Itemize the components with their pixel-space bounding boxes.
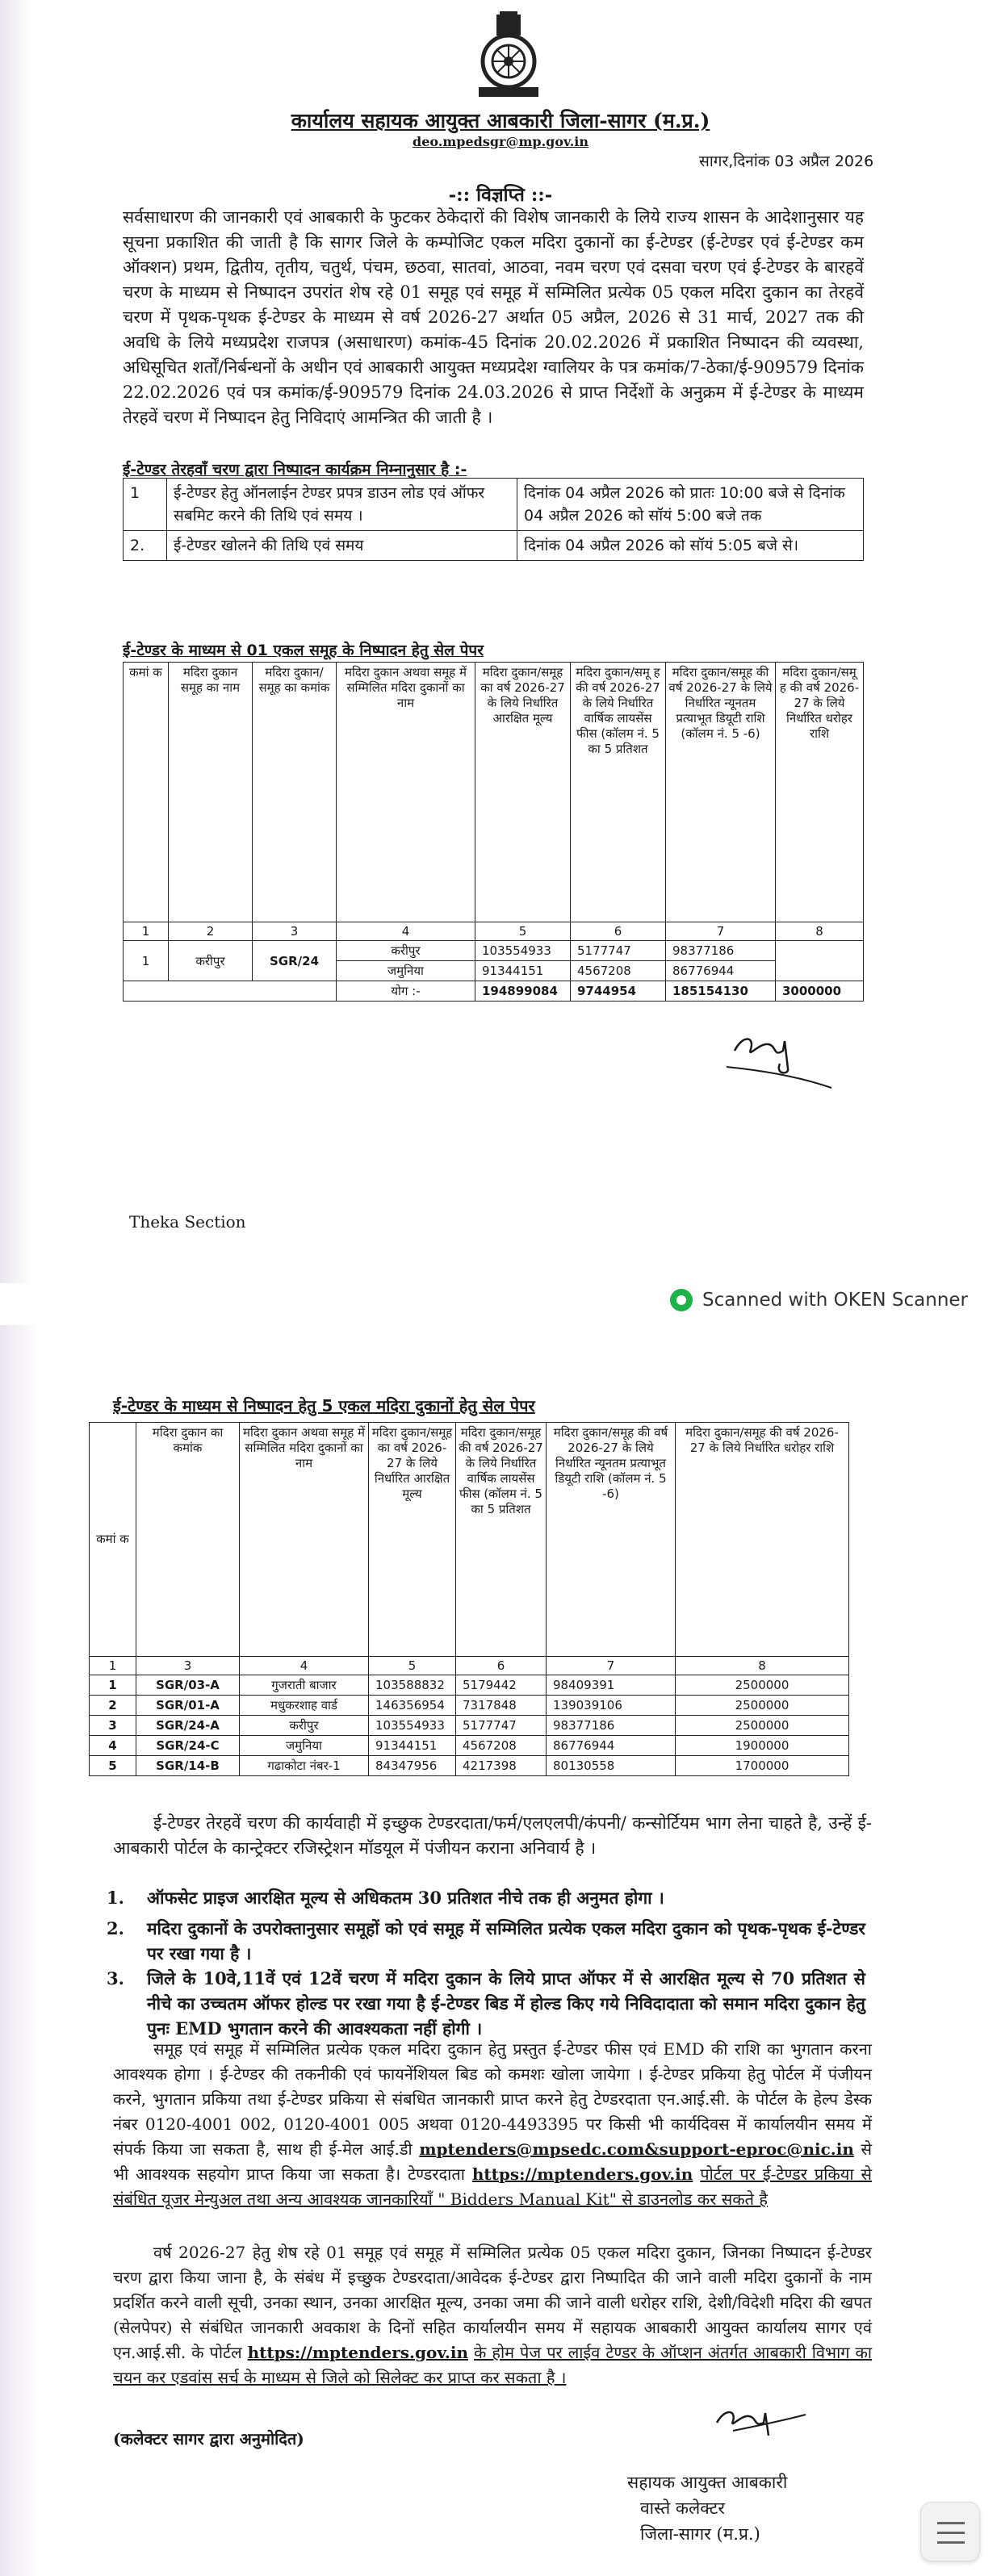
reserve-price: 91344151 bbox=[369, 1736, 456, 1756]
row-serial: 1 bbox=[90, 1675, 136, 1696]
reserve-price: 103588832 bbox=[369, 1675, 456, 1696]
mp-government-emblem-icon bbox=[472, 11, 545, 102]
condition-item bbox=[107, 1966, 872, 2041]
deposit-amount: 2500000 bbox=[676, 1675, 849, 1696]
payment-text: पोर्टल पर ई-टेण्डर प्रकिया से संबंधित यूजर मेन्युअल तथा अन्य आवश्यक जानकारियॉं " Bidders Manual Kit" से डाउनलोड कर सकते है bbox=[113, 2164, 873, 2209]
total-spacer bbox=[124, 981, 337, 1002]
scanner-logo-icon bbox=[670, 1289, 693, 1311]
condition-number: 2. bbox=[107, 1918, 124, 1938]
column-number: 4 bbox=[337, 922, 475, 941]
schedule-heading: ई-टेण्डर तेरहवॉं चरण द्वारा निष्पादन कार्यक्रम निम्नानुसार है :- bbox=[123, 461, 467, 479]
table-row bbox=[90, 1696, 849, 1716]
signatory-district: जिला-सागर (म.प्र.) bbox=[640, 2524, 760, 2544]
table-row bbox=[124, 479, 864, 531]
column-number: 3 bbox=[136, 1657, 240, 1675]
table-row bbox=[90, 1756, 849, 1776]
column-number: 5 bbox=[369, 1657, 456, 1675]
shop-code: SGR/14-B bbox=[136, 1756, 240, 1776]
license-fee: 5179442 bbox=[456, 1675, 547, 1696]
column-header: मदिरा दुकान/समू ह की वर्ष 2026-27 के लिये निर्धारित वार्षिक लायसेंस फीस (कॉलम नं. 5 का 5 प्रतिशत bbox=[571, 663, 666, 922]
deposit-cell-empty bbox=[776, 941, 864, 981]
condition-item bbox=[107, 1916, 872, 1966]
shop-name: गढाकोटा नंबर-1 bbox=[240, 1756, 369, 1776]
table-row bbox=[124, 531, 864, 561]
payment-text: समूह एवं समूह में सम्मिलित प्रत्येक एकल मदिरा दुकान हेतु प्रस्तुत ई-टेण्डर फीस एवं EMD की राशि का भुगतान करना आवश्यक होगा । ई-टेण्डर की तकनीकी एवं फायनेंशियल बिड को कमशः खोला जायेगा । ई-टेण्डर प्रकिया हेतु पोर्टल में पंजीयन करने, भुगतान प्रकिया तथा ई-टेण्डर प्रकिया से संबधित जानकारी प्राप्त करने हेतु टेण्डरदाता एन.आई.सी. के पोर्टल के हेल्प डेस्क नंबर 0120-4001 002, 0120-4001 005 अथवा 0120-4493395 पर किसी भी कार्यदिवस में कार्यालयीन समय में संपर्क किया जा सकता है, साथ ही ई-मेल आई.डी bbox=[113, 2039, 872, 2159]
signatory-on-behalf: वास्ते कलेक्टर bbox=[640, 2499, 725, 2518]
condition-text: जिले के 10वे,11वें एवं 12वें चरण में मदिरा दुकान के लिये प्राप्त ऑफर में से आरक्षित मूल्य से 70 प्रतिशत से नीचे का उच्चतम ऑफर होल्ड पर रखा गया है ई-टेण्डर बिड में होल्ड किए गये निविदादाता को समान मदिरा दुकान हेतु पुनः EMD भुगतान करने की आवश्यकता नहीं होगी । bbox=[147, 1968, 865, 2039]
license-fee: 4567208 bbox=[456, 1736, 547, 1756]
shop-name: करीपुर bbox=[337, 941, 475, 961]
schedule-row-value: दिनांक 04 अप्रैल 2026 को सॉयं 5:05 बजे से। bbox=[517, 531, 864, 561]
column-header: कमां क bbox=[90, 1423, 136, 1657]
signatory-designation: सहायक आयुक्त आबकारी bbox=[627, 2473, 788, 2492]
tender-portal-link[interactable]: https://mptenders.gov.in bbox=[247, 2343, 469, 2362]
reserve-price: 146356954 bbox=[369, 1696, 456, 1716]
total-deposit: 3000000 bbox=[776, 981, 864, 1002]
notice-paragraph: सर्वसाधारण की जानकारी एवं आबकारी के फुटकर ठेकेदारों की विशेष जानकारी के लिये राज्य शासन के आदेशानुसार यह सूचना प्रकाशित की जाती है कि सागर जिले के कम्पोजिट एकल मदिरा दुकानों का ई-टेण्डर (ई-टेण्डर एवं ई-टेण्डर कम ऑक्शन) प्रथम, द्वितीय, तृतीय, चतुर्थ, पंचम, छठवा, सातवां, आठवा, नवम चरण एवं दसवा चरण एवं ई-टेण्डर के बारहवें चरण के माध्यम से निष्पादन उपरांत शेष रहे 01 समूह एवं समूह में सम्मिलित प्रत्येक 05 एकल मदिरा दुकान का तेरहवें चरण में पृथक-पृथक ई-टेण्डर के माध्यम से वर्ष 2026-27 अर्थात 05 अप्रैल, 2026 से 31 मार्च, 2027 तक की अवधि के लिये मध्यप्रदेश राजपत्र (असाधारण) कमांक-45 दिनांक 20.02.2026 में प्रकाशित निष्पादन की व्यवस्था, अधिसूचित शर्तों/निर्बन्धनों के अधीन एवं आबकारी आयुक्त मध्यप्रदेश ग्वालियर के पत्र कमांक/7-ठेका/ई-909579 दिनांक 22.02.2026 एवं पत्र कमांक/ई-909579 दिनांक 24.03.2026 से प्राप्त निर्देशों के अनुक्रम में ई-टेण्डर के माध्यम तेरहवें चरण में निष्पादन हेतु निविदाएं आमन्त्रित की जाती है । bbox=[123, 207, 864, 427]
row-serial: 3 bbox=[90, 1716, 136, 1736]
column-number: 2 bbox=[169, 922, 253, 941]
condition-number: 1. bbox=[107, 1888, 124, 1908]
shop-code: SGR/03-A bbox=[136, 1675, 240, 1696]
single-sale-heading: ई-टेण्डर के माध्यम से निष्पादन हेतु 5 एकल मदिरा दुकानों हेतु सेल पेपर bbox=[113, 1396, 535, 1416]
row-serial: 4 bbox=[90, 1736, 136, 1756]
total-duty: 185154130 bbox=[666, 981, 776, 1002]
column-header: मदिरा दुकान/समूह का वर्ष 2026-27 के लिये निर्धारित आरक्षित मूल्य bbox=[369, 1423, 456, 1657]
deposit-amount: 2500000 bbox=[676, 1696, 849, 1716]
column-number: 6 bbox=[456, 1657, 547, 1675]
column-number: 4 bbox=[240, 1657, 369, 1675]
column-header: मदिरा दुकान समूह का नाम bbox=[169, 663, 253, 922]
column-header: मदिरा दुकान/समूह की वर्ष 2026-27 के लिये निर्धारित न्यूनतम प्रत्याभूत डियूटी राशि (कॉलम नं. 5 -6) bbox=[547, 1423, 676, 1657]
reserve-price: 103554933 bbox=[369, 1716, 456, 1736]
column-number: 6 bbox=[571, 922, 666, 941]
payment-text: से भी आवश्यक सहयोग प्राप्त किया जा सकता है। टेण्डरदाता bbox=[113, 2139, 872, 2184]
shop-name: करीपुर bbox=[240, 1716, 369, 1736]
schedule-table bbox=[123, 478, 864, 561]
row-serial: 5 bbox=[90, 1756, 136, 1776]
shop-code: SGR/01-A bbox=[136, 1696, 240, 1716]
table-row bbox=[90, 1716, 849, 1736]
payment-paragraph bbox=[113, 2037, 872, 2212]
schedule-row-number: 1 bbox=[124, 479, 167, 531]
minimum-duty: 98377186 bbox=[547, 1716, 676, 1736]
column-number: 5 bbox=[475, 922, 571, 941]
column-header: मदिरा दुकान अथवा समूह में सम्मिलित मदिरा दुकानों का नाम bbox=[240, 1423, 369, 1657]
table-row bbox=[90, 1736, 849, 1756]
menu-icon-bar bbox=[937, 2532, 965, 2534]
signature-icon bbox=[710, 1018, 840, 1091]
deposit-amount: 1900000 bbox=[676, 1736, 849, 1756]
minimum-duty: 139039106 bbox=[547, 1696, 676, 1716]
scanner-watermark bbox=[670, 1289, 968, 1311]
minimum-duty: 80130558 bbox=[547, 1756, 676, 1776]
group-serial: 1 bbox=[124, 941, 169, 981]
column-header: मदिरा दुकान/समूह की वर्ष 2026-27 के लिये निर्धारित धरोहर राशि bbox=[676, 1423, 849, 1657]
license-fee: 5177747 bbox=[571, 941, 666, 961]
row-serial: 2 bbox=[90, 1696, 136, 1716]
table-row bbox=[124, 941, 864, 961]
column-header: मदिरा दुकान/समूह की वर्ष 2026-27 के लिये निर्धारित वार्षिक लायसेंस फीस (कॉलम नं. 5 का 5 प्रतिशत bbox=[456, 1423, 547, 1657]
remaining-shops-text: के होम पेज पर लाईव टेण्डर के ऑप्शन अंतर्गत आबकारी विभाग का चयन कर एडवांस सर्च के माध्यम से जिले को सिलेक्ट कर प्राप्त कर सकता है । bbox=[113, 2343, 873, 2387]
office-title: कार्यालय सहायक आयुक्त आबकारी जिला-सागर (म.प्र.) bbox=[291, 109, 710, 132]
schedule-row-number: 2. bbox=[124, 531, 167, 561]
group-sale-table bbox=[123, 662, 864, 1002]
column-header: मदिरा दुकान/समू ह की वर्ष 2026-27 के लिये निर्धारित धरोहर राशि bbox=[776, 663, 864, 922]
column-header: मदिरा दुकान का कमांक bbox=[136, 1423, 240, 1657]
deposit-amount: 2500000 bbox=[676, 1716, 849, 1736]
column-header: मदिरा दुकान/समूह की वर्ष 2026-27 के लिये निर्धारित न्यूनतम प्रत्याभूत डियूटी राशि (कॉलम नं. 5 -6) bbox=[666, 663, 776, 922]
shop-code: SGR/24-A bbox=[136, 1716, 240, 1736]
remaining-shops-paragraph bbox=[113, 2240, 872, 2390]
column-header: मदिरा दुकान/ समूह का कमांक bbox=[253, 663, 337, 922]
table-header-row bbox=[90, 1423, 849, 1657]
issue-date: सागर,दिनांक 03 अप्रैल 2026 bbox=[699, 153, 874, 170]
column-header: मदिरा दुकान अथवा समूह में सम्मिलित मदिरा दुकानों का नाम bbox=[337, 663, 475, 922]
reserve-price: 91344151 bbox=[475, 961, 571, 981]
total-row bbox=[124, 981, 864, 1002]
condition-item bbox=[107, 1885, 872, 1910]
column-header: कमां क bbox=[124, 663, 169, 922]
total-reserve: 194899084 bbox=[475, 981, 571, 1002]
reserve-price: 84347956 bbox=[369, 1756, 456, 1776]
schedule-row-value: दिनांक 04 अप्रैल 2026 को प्रातः 10:00 बजे से दिनांक 04 अप्रैल 2026 को सॉयं 5:00 बजे तक bbox=[517, 479, 864, 531]
table-header-row bbox=[124, 663, 864, 922]
signatory-block bbox=[627, 2469, 787, 2547]
reserve-price: 103554933 bbox=[475, 941, 571, 961]
column-number: 8 bbox=[776, 922, 864, 941]
shop-name: जमुनिया bbox=[240, 1736, 369, 1756]
total-fee: 9744954 bbox=[571, 981, 666, 1002]
minimum-duty: 86776944 bbox=[666, 961, 776, 981]
collector-approval: (कलेक्टर सागर द्वारा अनुमोदित) bbox=[113, 2429, 304, 2448]
column-number-row bbox=[90, 1657, 849, 1675]
license-fee: 4217398 bbox=[456, 1756, 547, 1776]
tender-portal-link[interactable]: https://mptenders.gov.in bbox=[471, 2164, 693, 2184]
single-sale-table bbox=[89, 1422, 849, 1776]
signature-icon bbox=[701, 2390, 814, 2455]
registration-paragraph: ई-टेण्डर तेरहवें चरण की कार्यवाही में इच्छुक टेण्डरदाता/फर्म/एलएलपी/कंपनी/ कन्सोर्टियम भाग लेना चाहते है, उन्हें ई-आबकारी पोर्टल के कान्ट्रेक्टर रजिस्ट्रेशन मॉडयूल में पंजीयन कराना अनिवार्य है । bbox=[113, 1813, 872, 1858]
support-email-link[interactable]: mptenders@mpsedc.com&support-eproc@nic.in bbox=[419, 2139, 854, 2159]
notice-heading: -:: विज्ञप्ति ::- bbox=[448, 184, 553, 206]
minimum-duty: 98409391 bbox=[547, 1675, 676, 1696]
condition-text: ऑफसेट प्राइज आरक्षित मूल्य से अधिकतम 30 प्रतिशत नीचे तक ही अनुमत होगा । bbox=[147, 1888, 664, 1908]
shop-name: गुजराती बाजार bbox=[240, 1675, 369, 1696]
column-number: 8 bbox=[676, 1657, 849, 1675]
total-label: योग :- bbox=[337, 981, 475, 1002]
group-name: करीपुर bbox=[169, 941, 253, 981]
column-number-row bbox=[124, 922, 864, 941]
shop-name: मधुकरशाह वार्ड bbox=[240, 1696, 369, 1716]
group-code: SGR/24 bbox=[253, 941, 337, 981]
section-label: Theka Section bbox=[129, 1212, 246, 1232]
license-fee: 4567208 bbox=[571, 961, 666, 981]
menu-icon-bar bbox=[937, 2522, 965, 2524]
group-sale-heading: ई-टेण्डर के माध्यम से 01 एकल समूह के निष्पादन हेतु सेल पेपर bbox=[123, 642, 484, 659]
column-header: मदिरा दुकान/समूह का वर्ष 2026-27 के लिये निर्धारित आरक्षित मूल्य bbox=[475, 663, 571, 922]
schedule-row-label: ई-टेण्डर खोलने की तिथि एवं समय bbox=[167, 531, 517, 561]
office-email: deo.mpedsgr@mp.gov.in bbox=[413, 134, 588, 149]
minimum-duty: 86776944 bbox=[547, 1736, 676, 1756]
menu-button[interactable] bbox=[920, 2502, 980, 2561]
menu-icon-bar bbox=[937, 2541, 965, 2544]
shop-name: जमुनिया bbox=[337, 961, 475, 981]
minimum-duty: 98377186 bbox=[666, 941, 776, 961]
column-number: 1 bbox=[124, 922, 169, 941]
shop-code: SGR/24-C bbox=[136, 1736, 240, 1756]
column-number: 7 bbox=[666, 922, 776, 941]
column-number: 1 bbox=[90, 1657, 136, 1675]
license-fee: 5177747 bbox=[456, 1716, 547, 1736]
column-number: 3 bbox=[253, 922, 337, 941]
table-row bbox=[90, 1675, 849, 1696]
scanner-text: Scanned with OKEN Scanner bbox=[702, 1290, 968, 1311]
document-page-1 bbox=[0, 0, 1001, 1283]
column-number: 7 bbox=[547, 1657, 676, 1675]
schedule-row-label: ई-टेण्डर हेतु ऑनलाईन टेण्डर प्रपत्र डाउन लोड एवं ऑफर सबमिट करने की तिथि एवं समय । bbox=[167, 479, 517, 531]
deposit-amount: 1700000 bbox=[676, 1756, 849, 1776]
condition-text: मदिरा दुकानों के उपरोक्तानुसार समूहों को एवं समूह में सम्मिलित प्रत्येक एकल मदिरा दुकान को पृथक-पृथक ई-टेण्डर पर रखा गया है । bbox=[147, 1918, 865, 1963]
condition-number: 3. bbox=[107, 1968, 124, 1988]
remaining-shops-text: वर्ष 2026-27 हेतु शेष रहे 01 समूह एवं समूह में सम्मिलित प्रत्येक 05 एकल मदिरा दुकान, जिनका निष्पादन ई-टेण्डर चरण द्वारा किया जाना है, के संबंध में इच्छुक टेण्डरदाता/आवेदक ई-टेण्डर द्वारा निष्पादित की जाने वाली मदिरा दुकानों के नाम प्रदर्शित करने वाली सूची, उनका स्थान, उनका आरक्षित मूल्य, उनका जमा की जाने वाली धरोहर राशि, देशी/विदेशी मदिरा की खपत (सेलपेपर) से संबंधित जानकारी अवकाश के दिनों सहित कार्यालयीन समय में सहायक आबकारी आयुक्त कार्यालय सागर एवं एन.आई.सी. के पोर्टल bbox=[113, 2243, 872, 2362]
license-fee: 7317848 bbox=[456, 1696, 547, 1716]
